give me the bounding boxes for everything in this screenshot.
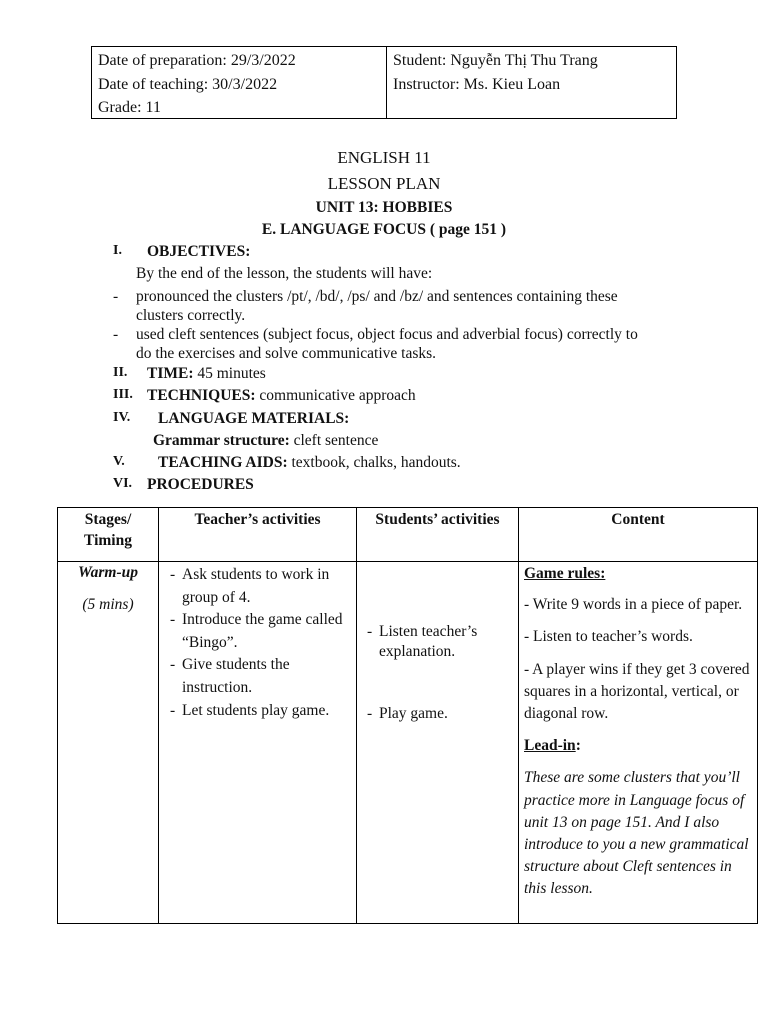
aids-text — [158, 454, 461, 472]
bullet-dash: - — [113, 326, 119, 343]
section-title: E. LANGUAGE FOCUS ( page 151 ) — [261, 221, 507, 238]
col-header-stages: Stages/ Timing — [58, 508, 159, 562]
objectives-intro: By the end of the lesson, the students will have: — [136, 265, 433, 282]
objective-text: pronounced the clusters /pt/, /bd/, /ps/ and /bz/ and sentences containing these — [136, 288, 618, 305]
header-info-box — [91, 46, 677, 119]
objective-text: clusters correctly. — [136, 307, 246, 324]
teacher-activities-list — [170, 564, 350, 722]
objective-text: do the exercises and solve communicative tasks. — [136, 345, 437, 362]
procedures-heading — [0, 476, 768, 496]
teaching-date: Date of teaching: 30/3/2022 — [98, 75, 278, 93]
procedures-number: VI. — [113, 476, 133, 491]
game-rule: - Write 9 words in a piece of paper. — [524, 596, 743, 614]
lead-in-text: These are some clusters that you’ll practice more in Language focus of unit 13 on page 151. And I also introduce to you a new grammatical structure about Cleft sentences in this lesson. — [524, 769, 749, 898]
grammar-structure-value: cleft sentence — [293, 432, 379, 449]
grade: Grade: 11 — [98, 99, 161, 116]
aids-number: V. — [113, 454, 125, 469]
aids-line — [0, 454, 768, 474]
techniques-value: communicative approach — [259, 387, 416, 404]
time-number: II. — [113, 365, 128, 380]
student-name: Student: Nguyễn Thị Thu Trang — [393, 52, 598, 69]
grammar-structure-label: Grammar structure: — [153, 432, 290, 449]
lesson-plan-title: LESSON PLAN — [327, 174, 441, 193]
time-text — [147, 365, 266, 383]
list-item: - Ask students to work in group of 4. — [170, 564, 350, 609]
col-header-students: Students’ activities — [357, 508, 519, 562]
header-left-cell — [92, 47, 387, 118]
content-block — [524, 563, 754, 901]
objective-item — [0, 288, 768, 308]
game-rule: - Listen to teacher’s words. — [524, 628, 693, 646]
table-row — [58, 562, 758, 924]
game-rule: - A player wins if they get 3 covered squares in a horizontal, vertical, or diagonal row. — [524, 660, 750, 723]
grammar-structure-text — [153, 432, 378, 450]
unit-title: UNIT 13: HOBBIES — [315, 199, 453, 216]
list-item: - Let students play game. — [170, 700, 350, 723]
time-value: 45 minutes — [197, 365, 266, 382]
course-title: ENGLISH 11 — [337, 148, 431, 167]
list-item: - Introduce the game called “Bingo”. — [170, 609, 350, 654]
list-item: - Play game. — [367, 703, 507, 726]
materials-number: IV. — [113, 410, 131, 425]
aids-value: textbook, chalks, handouts. — [291, 454, 461, 471]
objectives-title: OBJECTIVES: — [147, 243, 251, 260]
bullet-dash: - — [113, 288, 119, 305]
list-item: - Listen teacher’s explanation. — [367, 622, 507, 662]
objective-item-cont — [0, 307, 768, 327]
techniques-label: TECHNIQUES: — [147, 387, 256, 404]
objective-item-cont — [0, 345, 768, 365]
stage-timing: (5 mins) — [82, 596, 134, 613]
instructor-name: Instructor: Ms. Kieu Loan — [393, 75, 561, 93]
preparation-date: Date of preparation: 29/3/2022 — [98, 52, 296, 69]
grammar-structure-line — [0, 432, 768, 452]
content-cell — [519, 562, 758, 924]
game-rules-title: Game rules: — [524, 565, 606, 582]
lead-in-title: Lead-in — [524, 737, 576, 755]
students-activities-list — [367, 622, 507, 662]
procedures-title: PROCEDURES — [147, 476, 254, 493]
techniques-line — [0, 387, 768, 407]
materials-label: LANGUAGE MATERIALS: — [158, 410, 350, 427]
time-label: TIME: — [147, 365, 194, 382]
aids-label: TEACHING AIDS: — [158, 454, 288, 471]
col-header-content: Content — [519, 508, 758, 562]
students-activities-cell — [357, 562, 519, 924]
procedures-table — [57, 507, 758, 924]
stage-cell — [58, 562, 159, 924]
lead-in-heading — [524, 735, 754, 757]
students-activities-list — [367, 703, 507, 726]
lead-in-colon: : — [575, 737, 581, 755]
col-header-teacher: Teacher’s activities — [159, 508, 357, 562]
table-header-row — [58, 508, 758, 562]
materials-line — [0, 410, 768, 430]
teacher-activities-cell — [159, 562, 357, 924]
techniques-text — [147, 387, 416, 405]
stage-name: Warm-up — [77, 564, 138, 581]
techniques-number: III. — [113, 387, 133, 402]
header-right-cell — [387, 47, 676, 118]
objectives-intro-line — [0, 265, 768, 285]
objectives-number: I. — [113, 243, 122, 258]
objective-text: used cleft sentences (subject focus, object focus and adverbial focus) correctly to — [136, 326, 638, 343]
objectives-heading — [0, 243, 768, 263]
time-line — [0, 365, 768, 385]
list-item: - Give students the instruction. — [170, 654, 350, 699]
objective-item — [0, 326, 768, 346]
